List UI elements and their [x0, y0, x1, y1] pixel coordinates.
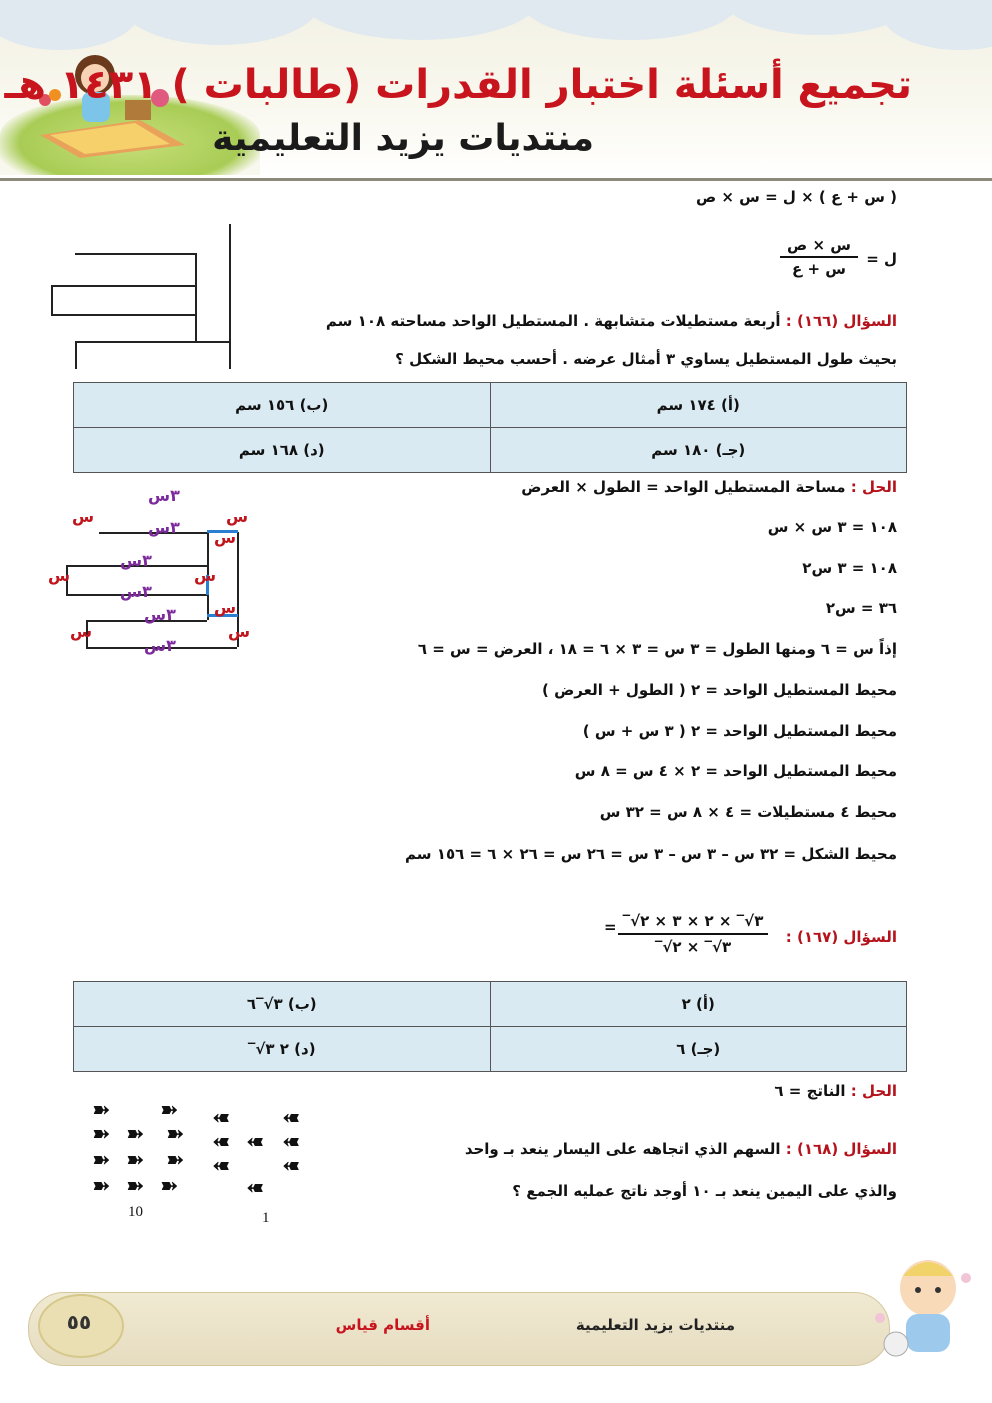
q167-label: السؤال (١٦٧) :	[785, 928, 897, 946]
options-row	[74, 982, 907, 1027]
footer-site: منتديات يزيد التعليمية	[575, 1316, 735, 1334]
q166-option-b[interactable]: (ب) ١٥٦ سم	[74, 383, 491, 428]
q166-solution-step: محيط المستطيل الواحد = ٢ ( ٣ س + س )	[582, 722, 897, 740]
right-arrow-icon: ➽	[92, 1098, 111, 1123]
width-label: س	[72, 507, 95, 526]
q166-solution-step: مساحة المستطيل الواحد = الطول × العرض	[521, 478, 846, 496]
q166-solution-step: ١٠٨ = ٣ س × س	[767, 518, 897, 536]
length-label: ٣س	[120, 582, 152, 601]
length-label: ٣س	[148, 486, 180, 505]
q167-equals: =	[604, 918, 617, 936]
width-label: س	[214, 528, 237, 547]
fraction-bar	[618, 933, 768, 935]
q167-solution-line	[774, 1082, 897, 1100]
baby-illustration	[868, 1248, 978, 1368]
fraction-denominator: س + ع	[792, 260, 846, 278]
right-arrow-icon: ➽	[160, 1174, 179, 1199]
right-arrow-icon: ➽	[92, 1148, 111, 1173]
left-arrow-icon: ➽	[212, 1154, 231, 1179]
right-arrow-icon: ➽	[126, 1122, 145, 1147]
forum-subtitle: منتديات يزيد التعليمية	[212, 118, 594, 159]
left-arrow-icon: ➽	[282, 1154, 301, 1179]
label-ten: 10	[128, 1204, 143, 1220]
width-label: س	[48, 566, 71, 585]
width-label: س	[226, 507, 249, 526]
q166-solution-step: محيط المستطيل الواحد = ٢ ( الطول + العرض )	[542, 681, 897, 699]
width-label: س	[194, 566, 217, 585]
q168-text2: والذي على اليمين ينعد بـ ١٠ أوجد ناتج عمليه الجمع ؟	[512, 1182, 897, 1200]
page-header	[0, 0, 992, 181]
document-title: تجميع أسئلة اختبار القدرات (طالبات ) ١٤٣١ هـ	[4, 62, 912, 108]
formula-l-label: ل =	[866, 250, 897, 268]
width-label: س	[70, 622, 93, 641]
q167-option-b[interactable]: (ب) ٣√‾٦	[74, 982, 491, 1027]
q166-solution-step: محيط ٤ مستطيلات = ٤ × ٨ س = ٣٢ س	[599, 803, 897, 821]
q166-text2: بحيث طول المستطيل يساوي ٣ أمثال عرضه . أحسب محيط الشكل ؟	[395, 350, 897, 368]
left-arrow-icon: ➽	[282, 1130, 301, 1155]
q167-option-d[interactable]: (د) ٢ ٣√‾	[74, 1027, 491, 1072]
width-label: س	[228, 622, 251, 641]
q168-question-line1	[465, 1140, 897, 1158]
q166-question-line1	[326, 312, 897, 330]
q166-solution-step: ١٠٨ = ٣ س٢	[802, 559, 897, 577]
right-arrow-icon: ➽	[166, 1122, 185, 1147]
q166-solution-step: ٣٦ = س٢	[825, 599, 897, 617]
formula-line: ( س + ع ) × ل = س × ص	[695, 188, 897, 206]
left-arrow-icon: ➽	[246, 1176, 265, 1201]
options-row	[74, 383, 907, 428]
q166-option-c[interactable]: (جـ) ١٨٠ سم	[490, 428, 907, 473]
length-label: ٣س	[144, 636, 176, 655]
formula-fraction	[780, 236, 858, 278]
right-arrow-icon: ➽	[92, 1122, 111, 1147]
length-label: ٣س	[120, 551, 152, 570]
q166-solution-step: إذاً س = ٦ ومنها الطول = ٣ س = ٣ × ٦ = ١٨ ، العرض = س = ٦	[417, 640, 897, 658]
q168-label: السؤال (١٦٨) :	[785, 1140, 897, 1158]
q167-fraction	[618, 912, 768, 956]
q167-denominator: ٣√‾ × ٢√‾	[654, 938, 732, 956]
cloud-decoration	[120, 0, 320, 45]
cloud-decoration	[300, 0, 540, 40]
page-number: ٥٥	[66, 1310, 92, 1334]
cloud-decoration	[520, 0, 740, 40]
width-label: س	[214, 598, 237, 617]
q167-option-c[interactable]: (جـ) ٦	[490, 1027, 907, 1072]
q168-text1: السهم الذي اتجاهه على اليسار ينعد بـ واحد	[464, 1140, 781, 1158]
length-label: ٣س	[144, 605, 176, 624]
q167-solution: الناتج = ٦	[774, 1082, 846, 1100]
page-footer	[28, 1292, 890, 1366]
q166-option-d[interactable]: (د) ١٦٨ سم	[74, 428, 491, 473]
q166-option-a[interactable]: (أ) ١٧٤ سم	[490, 383, 907, 428]
length-label: ٣س	[148, 518, 180, 537]
left-arrow-icon: ➽	[212, 1106, 231, 1131]
left-arrow-icon: ➽	[212, 1130, 231, 1155]
cloud-decoration	[880, 0, 992, 50]
q166-solution-line	[521, 478, 897, 496]
q167-option-a[interactable]: (أ) ٢	[490, 982, 907, 1027]
fraction-numerator: س × ص	[787, 236, 851, 254]
right-arrow-icon: ➽	[166, 1148, 185, 1173]
q167-numerator: ٣√‾ × ٢ × ٣ × ٢√‾	[622, 912, 764, 930]
options-row	[74, 1027, 907, 1072]
left-arrow-icon: ➽	[246, 1130, 265, 1155]
label-one: 1	[262, 1210, 270, 1226]
q166-solution-step: محيط المستطيل الواحد = ٢ × ٤ س = ٨ س	[574, 762, 897, 780]
fraction-bar	[780, 256, 858, 258]
q166-solution-label: الحل :	[850, 478, 897, 496]
q167-solution-label: الحل :	[850, 1082, 897, 1100]
q166-text1: أربعة مستطيلات متشابهة . المستطيل الواحد مساحته ١٠٨ سم	[325, 312, 781, 330]
options-row	[74, 428, 907, 473]
right-arrow-icon: ➽	[92, 1174, 111, 1199]
q166-solution-step: محيط الشكل = ٣٢ س – ٣ س – ٣ س = ٢٦ س = ٢٦ × ٦ = ١٥٦ سم	[405, 845, 897, 863]
right-arrow-icon: ➽	[160, 1098, 179, 1123]
footer-section: أقسام قياس	[335, 1316, 430, 1334]
q167-options-table	[73, 981, 907, 1072]
q166-label: السؤال (١٦٦) :	[785, 312, 897, 330]
right-arrow-icon: ➽	[126, 1174, 145, 1199]
left-arrow-icon: ➽	[282, 1106, 301, 1131]
q166-options-table	[73, 382, 907, 473]
right-arrow-icon: ➽	[126, 1148, 145, 1173]
